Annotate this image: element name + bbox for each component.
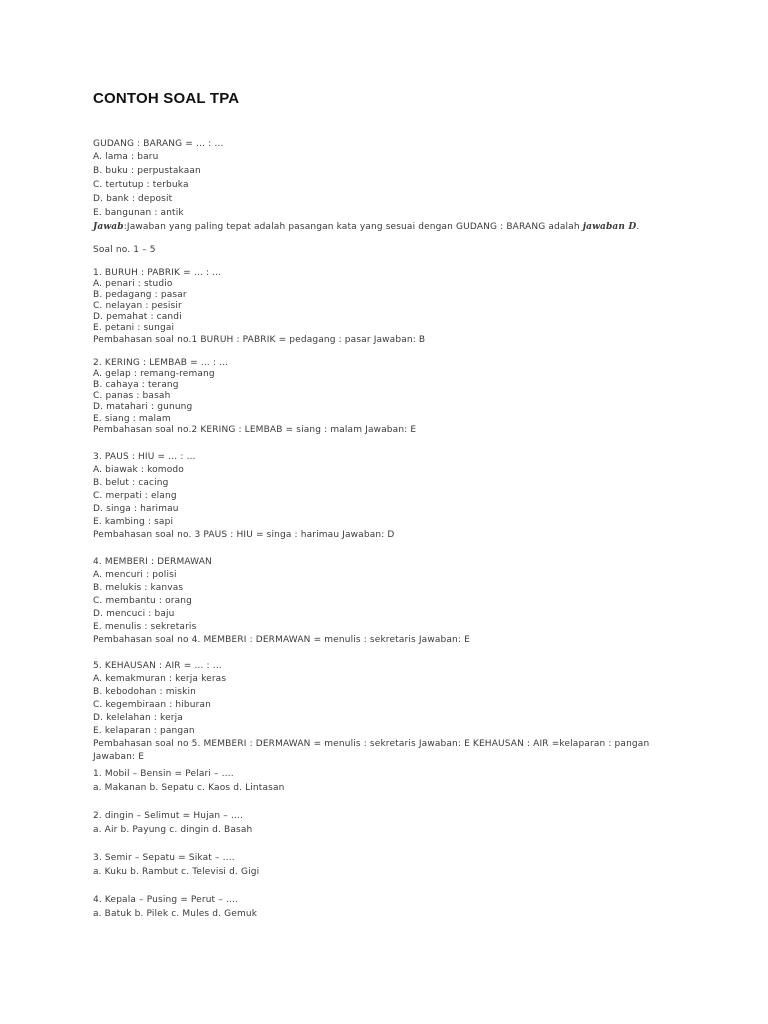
q5-option-e: E. kelaparan : pangan bbox=[93, 726, 195, 736]
intro-option-b: B. buku : perpustakaan bbox=[93, 166, 201, 176]
q3-explanation: Pembahasan soal no. 3 PAUS : HIU = singa : harimau Jawaban: D bbox=[93, 530, 395, 540]
page-title: CONTOH SOAL TPA bbox=[93, 90, 240, 107]
intro-option-a: A. lama : baru bbox=[93, 152, 159, 162]
q5-option-b: B. kebodohan : miskin bbox=[93, 687, 196, 697]
q4-question: 4. MEMBERI : DERMAWAN bbox=[93, 557, 212, 567]
q2-option-a: A. gelap : remang-remang bbox=[93, 369, 215, 379]
q4-option-a: A. mencuri : polisi bbox=[93, 570, 177, 580]
q1-option-b: B. pedagang : pasar bbox=[93, 290, 187, 300]
q2-option-e: E. siang : malam bbox=[93, 414, 171, 424]
q5-option-d: D. kelelahan : kerja bbox=[93, 713, 183, 723]
q3-option-c: C. merpati : elang bbox=[93, 491, 177, 501]
q4-option-e: E. menulis : sekretaris bbox=[93, 622, 197, 632]
q5-explanation-cont: Jawaban: E bbox=[93, 752, 145, 762]
q3-option-e: E. kambing : sapi bbox=[93, 517, 174, 527]
intro-answer-text: :Jawaban yang paling tepat adalah pasangan kata yang sesuai dengan GUDANG : BARANG adalah bbox=[123, 222, 583, 232]
q2-option-c: C. panas : basah bbox=[93, 391, 171, 401]
q3-option-b: B. belut : cacing bbox=[93, 478, 169, 488]
q1-explanation: Pembahasan soal no.1 BURUH : PABRIK = pedagang : pasar Jawaban: B bbox=[93, 335, 426, 345]
q4-explanation: Pembahasan soal no 4. MEMBERI : DERMAWAN = menulis : sekretaris Jawaban: E bbox=[93, 635, 470, 645]
q2-option-d: D. matahari : gunung bbox=[93, 402, 193, 412]
section-label: Soal no. 1 – 5 bbox=[93, 245, 156, 255]
q2-option-b: B. cahaya : terang bbox=[93, 380, 179, 390]
q2-explanation: Pembahasan soal no.2 KERING : LEMBAB = siang : malam Jawaban: E bbox=[93, 425, 417, 435]
q4-option-d: D. mencuci : baju bbox=[93, 609, 175, 619]
intro-option-c: C. tertutup : terbuka bbox=[93, 180, 189, 190]
q3-question: 3. PAUS : HIU = … : … bbox=[93, 452, 196, 462]
intro-answer-label: Jawab bbox=[93, 222, 124, 232]
q1-option-c: C. nelayan : pesisir bbox=[93, 301, 182, 311]
q1-option-d: D. pemahat : candi bbox=[93, 312, 182, 322]
intro-question: GUDANG : BARANG = … : … bbox=[93, 139, 224, 149]
q5-option-a: A. kemakmuran : kerja keras bbox=[93, 674, 227, 684]
extra-q1-question: 1. Mobil – Bensin = Pelari – …. bbox=[93, 769, 234, 779]
extra-q2-question: 2. dingin – Selimut = Hujan – …. bbox=[93, 811, 244, 821]
extra-q3-question: 3. Semir – Sepatu = Sikat – …. bbox=[93, 853, 235, 863]
q1-option-a: A. penari : studio bbox=[93, 279, 173, 289]
intro-option-e: E. bangunan : antik bbox=[93, 208, 184, 218]
intro-answer-end: . bbox=[636, 222, 640, 232]
intro-answer bbox=[93, 222, 639, 233]
q5-explanation: Pembahasan soal no 5. MEMBERI : DERMAWAN = menulis : sekretaris Jawaban: E KEHAUSAN : AIR =kelaparan : pangan bbox=[93, 739, 650, 749]
extra-q3-options: a. Kuku b. Rambut c. Televisi d. Gigi bbox=[93, 867, 260, 877]
q5-question: 5. KEHAUSAN : AIR = … : … bbox=[93, 661, 222, 671]
intro-answer-emph: jawaban D bbox=[582, 222, 637, 232]
extra-q2-options: a. Air b. Payung c. dingin d. Basah bbox=[93, 825, 253, 835]
extra-q4-options: a. Batuk b. Pilek c. Mules d. Gemuk bbox=[93, 909, 258, 919]
extra-q4-question: 4. Kepala – Pusing = Perut – …. bbox=[93, 895, 239, 905]
q4-option-c: C. membantu : orang bbox=[93, 596, 192, 606]
q3-option-a: A. biawak : komodo bbox=[93, 465, 184, 475]
q1-option-e: E. petani : sungai bbox=[93, 323, 175, 333]
q3-option-d: D. singa : harimau bbox=[93, 504, 179, 514]
intro-option-d: D. bank : deposit bbox=[93, 194, 173, 204]
q1-question: 1. BURUH : PABRIK = … : … bbox=[93, 268, 222, 278]
q4-option-b: B. melukis : kanvas bbox=[93, 583, 184, 593]
q2-question: 2. KERING : LEMBAB = … : … bbox=[93, 358, 229, 368]
q5-option-c: C. kegembiraan : hiburan bbox=[93, 700, 211, 710]
extra-q1-options: a. Makanan b. Sepatu c. Kaos d. Lintasan bbox=[93, 783, 285, 793]
